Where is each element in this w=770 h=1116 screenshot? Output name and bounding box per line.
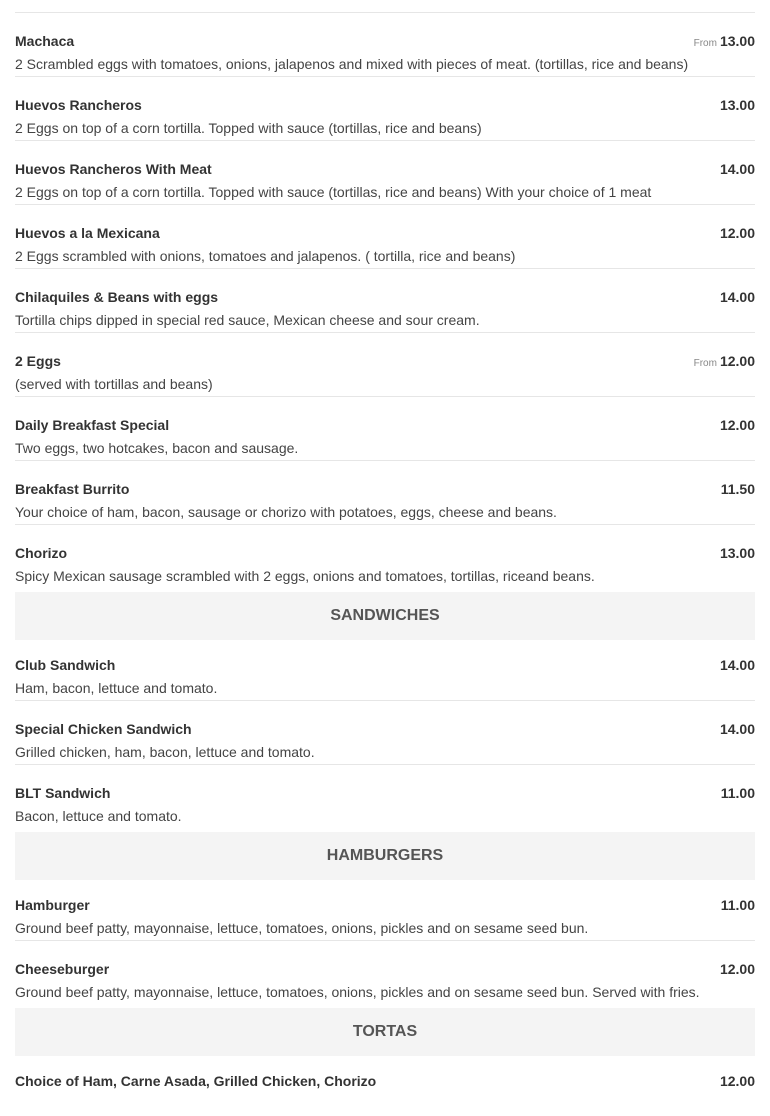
menu-item-price-wrap [720,657,755,675]
menu-item-price-wrap [721,785,755,803]
menu-item-description: Grilled chicken, ham, bacon, lettuce and tomato. [15,744,315,760]
menu-item-description: Ground beef patty, mayonnaise, lettuce, tomatoes, onions, pickles and on sesame seed bun. Served with fries. [15,984,700,1000]
menu-item-name: BLT Sandwich [15,785,111,801]
top-divider [15,0,755,12]
menu-item-price: 12.00 [719,1073,755,1089]
menu-item-price-wrap [720,97,755,115]
section-header: SANDWICHES [15,592,755,640]
menu-item-description: Spicy Mexican sausage scrambled with 2 eggs, onions and tomatoes, tortillas, riceand beans. [15,568,595,584]
menu-item-price: 13.00 [719,97,755,113]
menu-item-description: Your choice of ham, bacon, sausage or chorizo with potatoes, eggs, cheese and beans. [15,504,557,520]
menu-item-description: 2 Eggs on top of a corn tortilla. Topped with sauce (tortillas, rice and beans) With your choice of 1 meat [15,184,652,200]
menu-item-description: Ham, bacon, lettuce and tomato. [15,680,218,696]
menu-item[interactable] [15,940,755,1004]
menu-item-name: Breakfast Burrito [15,481,130,497]
menu-item[interactable] [15,396,755,460]
menu-item-price-wrap [720,1073,755,1091]
menu-item[interactable] [15,268,755,332]
menu-item[interactable] [15,700,755,764]
menu-item-description: 2 Scrambled eggs with tomatoes, onions, jalapenos and mixed with pieces of meat. (tortillas, rice and beans) [15,56,689,72]
menu-item-price: 14.00 [719,161,755,177]
menu-item[interactable] [15,640,755,700]
menu-item-price: 11.00 [720,785,755,801]
menu-item-price-wrap [720,545,755,563]
menu-item-price: 12.00 [719,225,755,241]
menu-item-price: 12.00 [719,353,755,369]
menu-item-price: 12.00 [719,961,755,977]
menu-item[interactable] [15,880,755,940]
menu-item-description: Tortilla chips dipped in special red sauce, Mexican cheese and sour cream. [15,312,480,328]
price-from-label: From [693,358,717,369]
menu-item-description: Two eggs, two hotcakes, bacon and sausage. [15,440,299,456]
menu-item-price: 14.00 [719,289,755,305]
menu-item[interactable] [15,332,755,396]
menu-item-price: 11.00 [720,897,755,913]
menu-item-name: Huevos Rancheros [15,97,142,113]
menu-item-description: (served with tortillas and beans) [15,376,213,392]
menu-item-name: Hamburger [15,897,90,913]
menu-item-price-wrap [694,353,755,371]
menu-item-name: Chorizo [15,545,68,561]
menu-item-price: 11.50 [720,481,755,497]
menu-item-name: Special Chicken Sandwich [15,721,192,737]
menu-item[interactable] [15,1056,755,1116]
menu-item-price-wrap [720,417,755,435]
menu-item-price-wrap [721,481,755,499]
menu-item[interactable] [15,204,755,268]
menu-item-name: Chilaquiles & Beans with eggs [15,289,219,305]
menu-item-price: 12.00 [719,417,755,433]
menu-item-price: 14.00 [719,721,755,737]
menu-item-price-wrap [720,225,755,243]
menu-item-name: Cheeseburger [15,961,110,977]
menu-item-name: 2 Eggs [15,353,61,369]
price-from-label: From [693,38,717,49]
menu-item-price-wrap [720,289,755,307]
menu-item-price-wrap [721,897,755,915]
menu-item-price-wrap [720,721,755,739]
menu-list [15,0,755,1116]
menu-item-description: 2 Eggs on top of a corn tortilla. Topped with sauce (tortillas, rice and beans) [15,120,482,136]
menu-item-name: Huevos Rancheros With Meat [15,161,212,177]
menu-item[interactable] [15,764,755,828]
menu-item-price: 13.00 [719,33,755,49]
menu-item-name: Huevos a la Mexicana [15,225,160,241]
section-header: HAMBURGERS [15,832,755,880]
menu-item-price: 14.00 [719,657,755,673]
menu-item-price-wrap [694,33,755,51]
menu-item-description: Bacon, lettuce and tomato. [15,808,182,824]
menu-item-name: Club Sandwich [15,657,116,673]
section-header: TORTAS [15,1008,755,1056]
menu-item[interactable] [15,12,755,76]
menu-item[interactable] [15,460,755,524]
menu-item-name: Machaca [15,33,75,49]
menu-item-name: Choice of Ham, Carne Asada, Grilled Chicken, Chorizo [15,1073,377,1089]
menu-item-price-wrap [720,161,755,179]
menu-item-name: Daily Breakfast Special [15,417,170,433]
menu-item-price: 13.00 [719,545,755,561]
menu-item-description: 2 Eggs scrambled with onions, tomatoes and jalapenos. ( tortilla, rice and beans) [15,248,516,264]
menu-item[interactable] [15,524,755,588]
menu-item-description: Ground beef patty, mayonnaise, lettuce, tomatoes, onions, pickles and on sesame seed bun. [15,920,589,936]
menu-item-price-wrap [720,961,755,979]
menu-item[interactable] [15,140,755,204]
menu-item[interactable] [15,76,755,140]
